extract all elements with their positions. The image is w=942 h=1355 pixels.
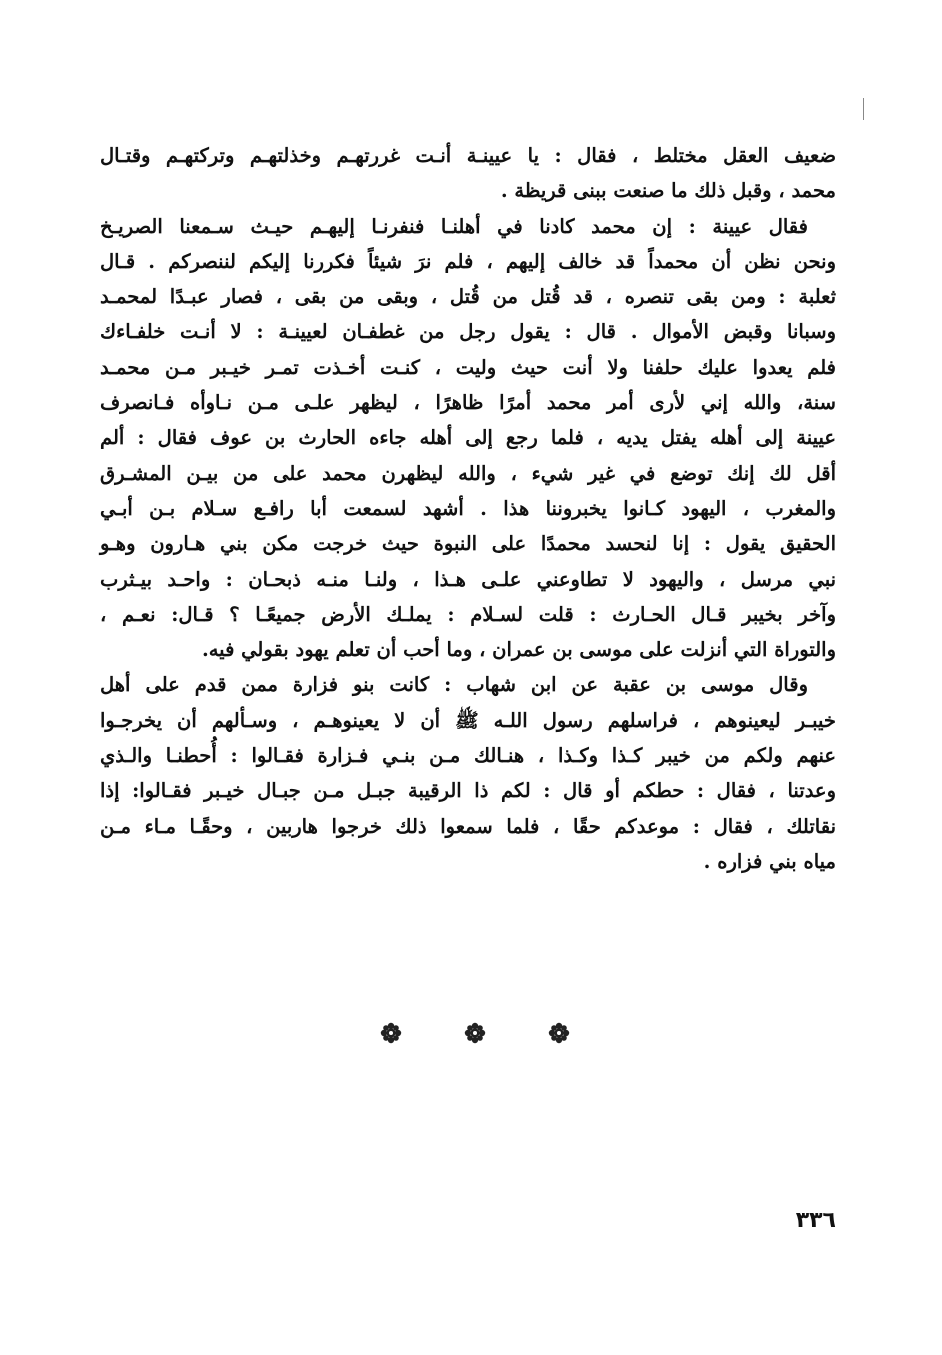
text-line: أقل لك إنك توضع في غير شيء ، والله ليظهرن محمد على من بيـن المشـرق xyxy=(100,461,836,485)
text-line: وآخر بخيبر قـال الحـارث : قلت لسـلام : يملـك الأرض جميعًـا ؟ قـال: نعـم ، xyxy=(100,602,836,626)
text-line: والمغرب ، اليهود كـانوا يخبروننا هذا . أشهد لسمعت أبا رافـع سـلام بـن أبـي xyxy=(100,496,836,520)
text-line: فلم يعدوا عليك حلفنا ولا أنت حيث وليت ، كنـت أخـذت تمـر خيـبر مـن محمـد xyxy=(100,355,836,379)
text-line: ثعلبة : ومن بقى تنصره ، قد قُتل من قُتل ، وبقى من بقى ، فصار عبـدًا لمحمـد xyxy=(100,285,836,309)
text-line: عنهم ولكم من خيبر كـذا وكـذا ، هنـالك مـن بنـي فـزارة فقـالوا : أُحطنـا والـذي xyxy=(100,744,836,768)
text-line: وقال موسى بن عقبة عن ابن شهاب : كانت بنو فزارة ممن قدم على أهل xyxy=(100,673,808,697)
text-line: والتوراة التي أنزلت على موسى بن عمران ، وما أحب أن تعلم يهود بقولي فيه. xyxy=(201,638,836,662)
text-line: سنة، والله إني لأرى أمر محمد أمرًا ظاهرًا ، ليظهر علـى مـن نـاوأه فـانصرف xyxy=(100,391,836,415)
text-line: مياه بني فزاره . xyxy=(703,849,836,873)
ornament-row xyxy=(380,1018,570,1048)
text-line: وعدتنا ، فقال : حطكم أو قال : لكم ذا الرقيبة جبـل مـن جبـال خيـبر فقـالوا: إذا xyxy=(100,779,836,803)
flower-ornament-icon xyxy=(464,1022,486,1044)
text-line: خيبـر ليعينوهم ، فراسلهم رسول اللـه ﷺ أن لا يعينوهـم ، وسـألهم أن يخرجـوا xyxy=(100,708,836,732)
margin-mark xyxy=(863,98,864,120)
text-line: فقال عيينة : إن محمد كادنا في أهلنـا فنفرنـا إليهـم حيـث سـمعنا الصريـخ xyxy=(100,214,808,238)
text-line: الحقيق يقول : إنا لنحسد محمدًا على النبوة حيث خرجت مكن بني هـارون وهـو xyxy=(100,532,836,556)
flower-ornament-icon xyxy=(548,1022,570,1044)
text-block xyxy=(100,138,836,879)
text-line: ونحن نظن أن محمداً قد خالف إليهم ، فلم نرَ شيئاً فكررنا إليكم لننصركم . قـال xyxy=(100,249,836,273)
flower-ornament-icon xyxy=(380,1022,402,1044)
text-line: نقاتلك ، فقال : موعدكم حقًا ، فلما سمعوا ذلك خرجوا هاربين ، وحقًـا مـاء مـن xyxy=(100,814,836,838)
text-line: محمد ، وقبل ذلك ما صنعت ببنى قريظة . xyxy=(500,179,836,203)
text-line: وسبانا وقبض الأموال . قال : يقول رجل من غطفـان لعيينـة : لا أنـت خلفـاءك xyxy=(100,320,836,344)
text-line: ضعيف العقل مختلط ، فقال : يا عيينـة أنـت غررتهـم وخذلتهـم وتركتهـم وقتـال xyxy=(100,144,836,167)
text-line: عيينة إلى أهله يفتل يديه ، فلما رجع إلى أهله جاءه الحارث بن عوف فقال : ألم xyxy=(100,426,836,450)
text-line: نبي مرسل ، واليهود لا تطاوعني علـى هـذا ، ولنـا منـه ذبحـان : واحـد بيـثرب xyxy=(100,567,836,591)
page-number: ٣٣٦ xyxy=(795,1208,836,1233)
